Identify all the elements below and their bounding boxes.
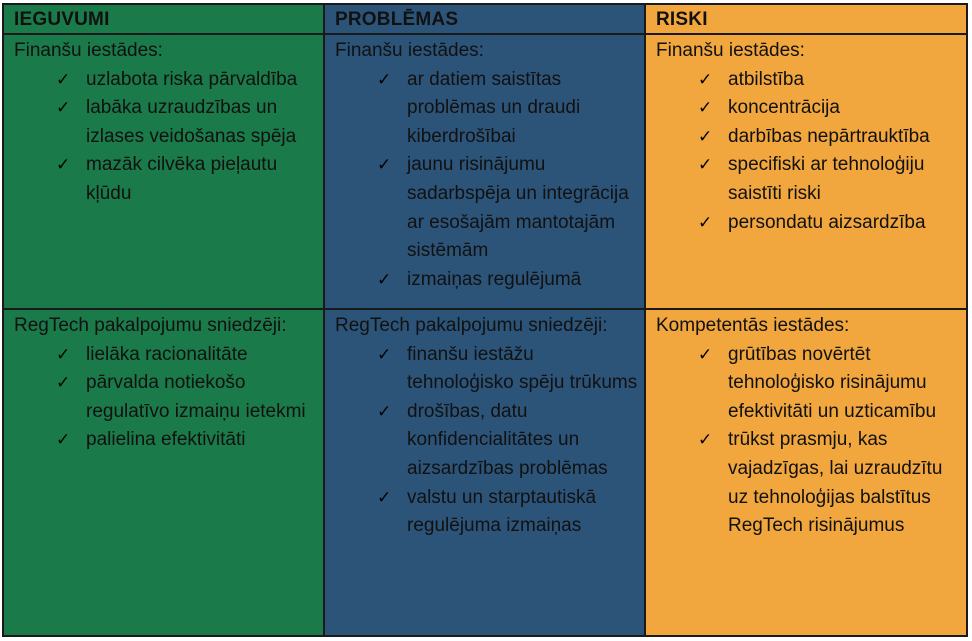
check-icon: ✓ bbox=[698, 98, 713, 118]
check-icon: ✓ bbox=[698, 155, 713, 175]
comparison-table bbox=[2, 3, 968, 637]
list-item: ✓ palielina efektivitāti bbox=[14, 426, 319, 455]
check-icon: ✓ bbox=[56, 98, 71, 118]
list-item: ✓ drošības, datu konfidencialitātes un aizsardzības problēmas bbox=[335, 398, 640, 484]
list-item: ✓ grūtības novērtēt tehnoloģisko risinājumu efektivitāti un uzticamību bbox=[656, 341, 962, 427]
check-icon: ✓ bbox=[56, 430, 71, 450]
list-item: ✓ persondatu aizsardzība bbox=[656, 209, 962, 238]
list-item: ✓ ar datiem saistītas problēmas un draudi kiberdrošībai bbox=[335, 66, 640, 152]
cell-intro: RegTech pakalpojumu sniedzēji: bbox=[14, 315, 287, 336]
header-problemas: PROBLĒMAS bbox=[324, 4, 645, 34]
list-item: ✓ trūkst prasmju, kas vajadzīgas, lai uzraudzītu uz tehnoloģijas balstītus RegTech risinājumus bbox=[656, 426, 962, 540]
cell-benefits-financial bbox=[3, 34, 324, 309]
check-icon: ✓ bbox=[377, 487, 392, 507]
check-icon: ✓ bbox=[698, 344, 713, 364]
check-icon: ✓ bbox=[377, 344, 392, 364]
list-item: ✓ lielāka racionalitāte bbox=[14, 341, 319, 370]
header-riski: RISKI bbox=[645, 4, 967, 34]
check-icon: ✓ bbox=[56, 69, 71, 89]
cell-intro: Kompetentās iestādes: bbox=[656, 315, 850, 336]
check-icon: ✓ bbox=[56, 344, 71, 364]
list-item: ✓ finanšu iestāžu tehnoloģisko spēju trūkums bbox=[335, 341, 640, 398]
list-item: ✓ atbilstība bbox=[656, 66, 962, 95]
check-icon: ✓ bbox=[56, 155, 71, 175]
item-list bbox=[335, 341, 640, 541]
list-item: ✓ pārvalda notiekošo regulatīvo izmaiņu ietekmi bbox=[14, 369, 319, 426]
cell-benefits-regtech bbox=[3, 309, 324, 636]
check-icon: ✓ bbox=[698, 212, 713, 232]
cell-risks-financial bbox=[645, 34, 967, 309]
list-item: ✓ specifiski ar tehnoloģiju saistīti riski bbox=[656, 151, 962, 208]
check-icon: ✓ bbox=[377, 401, 392, 421]
check-icon: ✓ bbox=[377, 155, 392, 175]
list-item: ✓ jaunu risinājumu sadarbspēja un integrācija ar esošajām mantotajām sistēmām bbox=[335, 151, 640, 265]
check-icon: ✓ bbox=[698, 69, 713, 89]
item-list bbox=[14, 66, 319, 209]
check-icon: ✓ bbox=[56, 373, 71, 393]
cell-risks-authorities bbox=[645, 309, 967, 636]
check-icon: ✓ bbox=[377, 69, 392, 89]
item-list bbox=[656, 341, 962, 541]
item-list bbox=[335, 66, 640, 295]
check-icon: ✓ bbox=[698, 126, 713, 146]
list-item: ✓ uzlabota riska pārvaldība bbox=[14, 66, 319, 95]
check-icon: ✓ bbox=[698, 430, 713, 450]
list-item: ✓ valstu un starptautiskā regulējuma izmaiņas bbox=[335, 484, 640, 541]
cell-intro: Finanšu iestādes: bbox=[656, 40, 805, 61]
cell-problems-regtech bbox=[324, 309, 645, 636]
cell-intro: RegTech pakalpojumu sniedzēji: bbox=[335, 315, 608, 336]
list-item: ✓ koncentrācija bbox=[656, 94, 962, 123]
list-item: ✓ izmaiņas regulējumā bbox=[335, 266, 640, 295]
cell-intro: Finanšu iestādes: bbox=[14, 40, 163, 61]
item-list bbox=[14, 341, 319, 455]
list-item: ✓ darbības nepārtrauktība bbox=[656, 123, 962, 152]
cell-intro: Finanšu iestādes: bbox=[335, 40, 484, 61]
list-item: ✓ labāka uzraudzības un izlases veidošanas spēja bbox=[14, 94, 319, 151]
header-ieguvumi: IEGUVUMI bbox=[3, 4, 324, 34]
cell-problems-financial bbox=[324, 34, 645, 309]
list-item: ✓ mazāk cilvēka pieļautu kļūdu bbox=[14, 151, 319, 208]
check-icon: ✓ bbox=[377, 269, 392, 289]
item-list bbox=[656, 66, 962, 238]
